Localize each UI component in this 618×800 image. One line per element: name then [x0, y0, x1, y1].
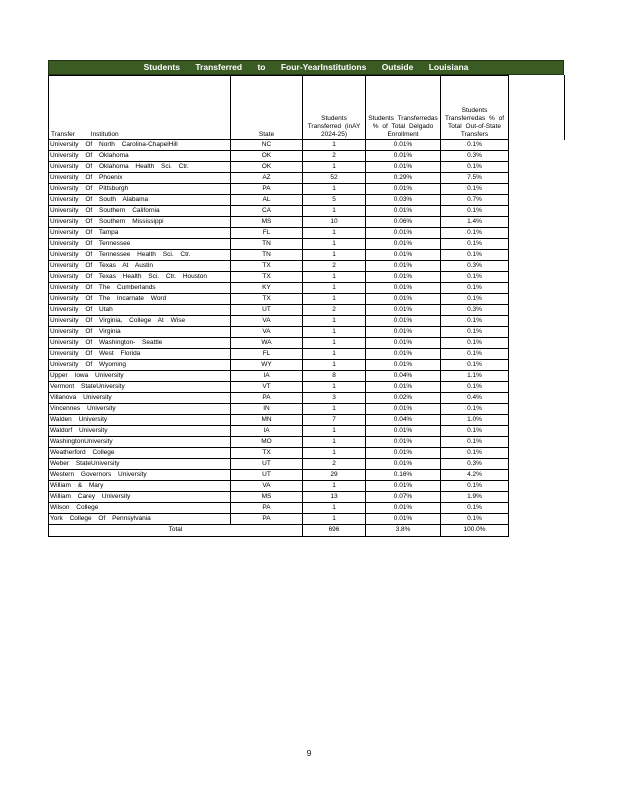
cell-count: 1 — [303, 426, 366, 437]
cell-count: 1 — [303, 184, 366, 195]
table-row — [49, 448, 509, 459]
table-row — [49, 360, 509, 371]
cell-pct-outstate: 0.1% — [441, 503, 509, 514]
cell-pct-outstate: 0.1% — [441, 239, 509, 250]
cell-institution: Vincennes University — [49, 404, 231, 415]
cell-institution: WashingtonUniversity — [49, 437, 231, 448]
cell-count: 7 — [303, 415, 366, 426]
cell-state: VA — [231, 316, 303, 327]
cell-pct-delgado: 0.01% — [366, 514, 441, 525]
cell-pct-delgado: 0.01% — [366, 272, 441, 283]
table-row — [49, 426, 509, 437]
table-row — [49, 272, 509, 283]
cell-state: TX — [231, 272, 303, 283]
cell-pct-outstate: 0.1% — [441, 294, 509, 305]
cell-pct-outstate: 4.2% — [441, 470, 509, 481]
cell-count: 1 — [303, 283, 366, 294]
cell-count: 1 — [303, 316, 366, 327]
cell-count: 1 — [303, 239, 366, 250]
cell-institution: University Of Tennessee — [49, 239, 231, 250]
cell-pct-delgado: 0.01% — [366, 327, 441, 338]
table-title-bar — [48, 60, 564, 75]
header-count: Students Transferred (inAY 2024-25) — [303, 76, 366, 140]
cell-pct-outstate: 0.1% — [441, 437, 509, 448]
cell-state: VA — [231, 327, 303, 338]
cell-state: WA — [231, 338, 303, 349]
cell-state: MN — [231, 415, 303, 426]
cell-state: KY — [231, 283, 303, 294]
cell-pct-outstate: 0.1% — [441, 360, 509, 371]
cell-pct-delgado: 0.01% — [366, 503, 441, 514]
cell-institution: William Carey University — [49, 492, 231, 503]
cell-institution: University Of Utah — [49, 305, 231, 316]
cell-pct-outstate: 0.3% — [441, 459, 509, 470]
cell-pct-outstate: 0.1% — [441, 481, 509, 492]
cell-institution: Weatherford College — [49, 448, 231, 459]
cell-state: WY — [231, 360, 303, 371]
cell-count: 3 — [303, 393, 366, 404]
table-row — [49, 250, 509, 261]
cell-institution: University Of West Florida — [49, 349, 231, 360]
table-row — [49, 470, 509, 481]
cell-pct-delgado: 0.01% — [366, 426, 441, 437]
table-row — [49, 283, 509, 294]
cell-pct-outstate: 1.4% — [441, 217, 509, 228]
table-row — [49, 261, 509, 272]
cell-pct-outstate: 0.1% — [441, 448, 509, 459]
cell-state: CA — [231, 206, 303, 217]
cell-state: OK — [231, 151, 303, 162]
cell-count: 13 — [303, 492, 366, 503]
cell-state: MS — [231, 492, 303, 503]
cell-count: 1 — [303, 294, 366, 305]
cell-state: PA — [231, 393, 303, 404]
cell-pct-delgado: 0.07% — [366, 492, 441, 503]
cell-pct-outstate: 1.0% — [441, 415, 509, 426]
table-row — [49, 195, 509, 206]
cell-institution: University Of Tennessee Health Sci. Ctr. — [49, 250, 231, 261]
cell-pct-outstate: 0.1% — [441, 228, 509, 239]
cell-institution: University Of The Incarnate Word — [49, 294, 231, 305]
total-label: Total — [49, 525, 303, 537]
cell-state: TX — [231, 448, 303, 459]
cell-institution: University Of Virginia, College At Wise — [49, 316, 231, 327]
cell-pct-outstate: 7.5% — [441, 173, 509, 184]
cell-institution: Wilson College — [49, 503, 231, 514]
cell-institution: Walden University — [49, 415, 231, 426]
cell-count: 1 — [303, 338, 366, 349]
cell-state: AZ — [231, 173, 303, 184]
table-row — [49, 217, 509, 228]
table-row — [49, 239, 509, 250]
cell-pct-outstate: 0.1% — [441, 184, 509, 195]
table-row — [49, 162, 509, 173]
cell-count: 1 — [303, 437, 366, 448]
table-footer — [49, 525, 509, 537]
cell-count: 1 — [303, 481, 366, 492]
cell-institution: University Of South Alabama — [49, 195, 231, 206]
cell-count: 1 — [303, 360, 366, 371]
table-row — [49, 404, 509, 415]
page-number: 9 — [306, 748, 312, 758]
cell-state: PA — [231, 503, 303, 514]
cell-pct-delgado: 0.04% — [366, 371, 441, 382]
cell-institution: Weber StateUniversity — [49, 459, 231, 470]
cell-pct-delgado: 0.01% — [366, 404, 441, 415]
cell-count: 1 — [303, 206, 366, 217]
total-count: 696 — [303, 525, 366, 537]
cell-state: TX — [231, 294, 303, 305]
cell-pct-delgado: 0.01% — [366, 349, 441, 360]
cell-count: 1 — [303, 162, 366, 173]
cell-institution: Upper Iowa University — [49, 371, 231, 382]
cell-pct-delgado: 0.01% — [366, 305, 441, 316]
cell-state: TX — [231, 261, 303, 272]
cell-pct-outstate: 1.1% — [441, 371, 509, 382]
cell-institution: University Of Pittsburgh — [49, 184, 231, 195]
total-pct-delgado: 3.8% — [366, 525, 441, 537]
cell-pct-outstate: 0.1% — [441, 404, 509, 415]
cell-institution: York College Of Pennsylvania — [49, 514, 231, 525]
cell-count: 52 — [303, 173, 366, 184]
cell-institution: University Of Oklahoma — [49, 151, 231, 162]
table-row — [49, 514, 509, 525]
cell-count: 2 — [303, 151, 366, 162]
table-row — [49, 393, 509, 404]
cell-pct-outstate: 0.1% — [441, 327, 509, 338]
cell-count: 10 — [303, 217, 366, 228]
cell-pct-delgado: 0.01% — [366, 448, 441, 459]
cell-pct-delgado: 0.03% — [366, 195, 441, 206]
cell-pct-delgado: 0.01% — [366, 294, 441, 305]
cell-state: UT — [231, 459, 303, 470]
cell-state: TN — [231, 239, 303, 250]
cell-pct-outstate: 0.1% — [441, 338, 509, 349]
table-row — [49, 305, 509, 316]
cell-state: FL — [231, 228, 303, 239]
cell-institution: William & Mary — [49, 481, 231, 492]
cell-pct-outstate: 0.4% — [441, 393, 509, 404]
table-row — [49, 338, 509, 349]
table-row — [49, 327, 509, 338]
cell-count: 1 — [303, 404, 366, 415]
cell-institution: University Of Texas Health Sci. Ctr. Houston — [49, 272, 231, 283]
cell-pct-delgado: 0.02% — [366, 393, 441, 404]
cell-pct-outstate: 0.1% — [441, 206, 509, 217]
cell-institution: Waldorf University — [49, 426, 231, 437]
cell-count: 2 — [303, 261, 366, 272]
table-row — [49, 492, 509, 503]
table-row — [49, 459, 509, 470]
cell-count: 8 — [303, 371, 366, 382]
cell-institution: University Of The Cumberlands — [49, 283, 231, 294]
cell-institution: Western Governors University — [49, 470, 231, 481]
header-institution: Transfer Institution — [49, 76, 231, 140]
cell-pct-outstate: 0.3% — [441, 261, 509, 272]
header-pct-outstate: Students Transferredas % of Total Out-of-State Transfers — [441, 76, 509, 140]
table-row — [49, 415, 509, 426]
cell-institution: Villanova University — [49, 393, 231, 404]
cell-state: UT — [231, 470, 303, 481]
cell-pct-outstate: 0.1% — [441, 349, 509, 360]
cell-count: 1 — [303, 503, 366, 514]
table-header — [49, 76, 509, 140]
cell-state: PA — [231, 514, 303, 525]
cell-count: 2 — [303, 459, 366, 470]
cell-pct-delgado: 0.01% — [366, 162, 441, 173]
cell-count: 1 — [303, 140, 366, 151]
cell-institution: Vermont StateUniversity — [49, 382, 231, 393]
total-row — [49, 525, 509, 537]
cell-pct-delgado: 0.01% — [366, 140, 441, 151]
cell-institution: University Of Virginia — [49, 327, 231, 338]
table-row — [49, 503, 509, 514]
cell-pct-delgado: 0.01% — [366, 338, 441, 349]
cell-state: FL — [231, 349, 303, 360]
cell-pct-outstate: 0.1% — [441, 250, 509, 261]
header-pct-delgado: Students Transferredas % of Total Delgado Enrollment — [366, 76, 441, 140]
cell-pct-delgado: 0.01% — [366, 360, 441, 371]
cell-pct-delgado: 0.01% — [366, 382, 441, 393]
table-row — [49, 371, 509, 382]
table-row — [49, 206, 509, 217]
cell-pct-delgado: 0.16% — [366, 470, 441, 481]
cell-state: MO — [231, 437, 303, 448]
cell-state: IA — [231, 371, 303, 382]
cell-count: 1 — [303, 448, 366, 459]
cell-count: 1 — [303, 272, 366, 283]
table-row — [49, 294, 509, 305]
cell-pct-outstate: 0.3% — [441, 305, 509, 316]
cell-count: 5 — [303, 195, 366, 206]
cell-count: 1 — [303, 382, 366, 393]
cell-pct-delgado: 0.04% — [366, 415, 441, 426]
cell-state: VT — [231, 382, 303, 393]
cell-pct-outstate: 0.1% — [441, 162, 509, 173]
table-row — [49, 173, 509, 184]
table-row — [49, 228, 509, 239]
cell-pct-delgado: 0.01% — [366, 228, 441, 239]
cell-state: VA — [231, 481, 303, 492]
cell-institution: University Of Tampa — [49, 228, 231, 239]
cell-pct-delgado: 0.01% — [366, 239, 441, 250]
cell-institution: University Of Southern California — [49, 206, 231, 217]
cell-count: 2 — [303, 305, 366, 316]
cell-state: UT — [231, 305, 303, 316]
cell-institution: University Of Wyoming — [49, 360, 231, 371]
cell-institution: University Of Oklahoma Health Sci. Ctr. — [49, 162, 231, 173]
cell-pct-outstate: 0.1% — [441, 426, 509, 437]
table-body — [49, 140, 509, 525]
cell-state: NC — [231, 140, 303, 151]
table-row — [49, 151, 509, 162]
cell-institution: University Of Texas At Austin — [49, 261, 231, 272]
table-row — [49, 349, 509, 360]
cell-pct-outstate: 0.1% — [441, 140, 509, 151]
total-pct-outstate: 100.0% — [441, 525, 509, 537]
cell-pct-outstate: 0.1% — [441, 514, 509, 525]
table-row — [49, 481, 509, 492]
cell-institution: University Of Phoenix — [49, 173, 231, 184]
cell-pct-delgado: 0.01% — [366, 459, 441, 470]
cell-pct-outstate: 0.7% — [441, 195, 509, 206]
table-row — [49, 437, 509, 448]
cell-pct-delgado: 0.01% — [366, 316, 441, 327]
cell-institution: University Of North Carolina-ChapelHill — [49, 140, 231, 151]
header-right-border — [564, 75, 565, 140]
cell-state: IN — [231, 404, 303, 415]
cell-pct-delgado: 0.01% — [366, 283, 441, 294]
table-title: Students Transferred to Four-YearInstitutions Outside Louisiana — [143, 62, 469, 72]
cell-count: 1 — [303, 349, 366, 360]
cell-state: IA — [231, 426, 303, 437]
cell-pct-delgado: 0.01% — [366, 184, 441, 195]
cell-institution: University Of Southern Mississippi — [49, 217, 231, 228]
cell-pct-delgado: 0.01% — [366, 261, 441, 272]
cell-state: OK — [231, 162, 303, 173]
header-row — [49, 76, 509, 140]
cell-pct-outstate: 1.9% — [441, 492, 509, 503]
cell-pct-delgado: 0.01% — [366, 437, 441, 448]
table-row — [49, 316, 509, 327]
cell-state: AL — [231, 195, 303, 206]
cell-count: 1 — [303, 250, 366, 261]
cell-count: 1 — [303, 228, 366, 239]
cell-pct-delgado: 0.06% — [366, 217, 441, 228]
cell-pct-outstate: 0.1% — [441, 316, 509, 327]
cell-pct-delgado: 0.01% — [366, 250, 441, 261]
cell-count: 29 — [303, 470, 366, 481]
cell-pct-delgado: 0.29% — [366, 173, 441, 184]
cell-state: PA — [231, 184, 303, 195]
table-row — [49, 382, 509, 393]
cell-state: TN — [231, 250, 303, 261]
table-row — [49, 140, 509, 151]
cell-pct-delgado: 0.01% — [366, 206, 441, 217]
cell-pct-delgado: 0.01% — [366, 481, 441, 492]
cell-count: 1 — [303, 327, 366, 338]
cell-institution: University Of Washington- Seattle — [49, 338, 231, 349]
transfer-table — [48, 75, 509, 537]
table-row — [49, 184, 509, 195]
cell-pct-outstate: 0.3% — [441, 151, 509, 162]
cell-pct-delgado: 0.01% — [366, 151, 441, 162]
header-state: State — [231, 76, 303, 140]
cell-pct-outstate: 0.1% — [441, 382, 509, 393]
cell-count: 1 — [303, 514, 366, 525]
cell-state: MS — [231, 217, 303, 228]
cell-pct-outstate: 0.1% — [441, 283, 509, 294]
cell-pct-outstate: 0.1% — [441, 272, 509, 283]
